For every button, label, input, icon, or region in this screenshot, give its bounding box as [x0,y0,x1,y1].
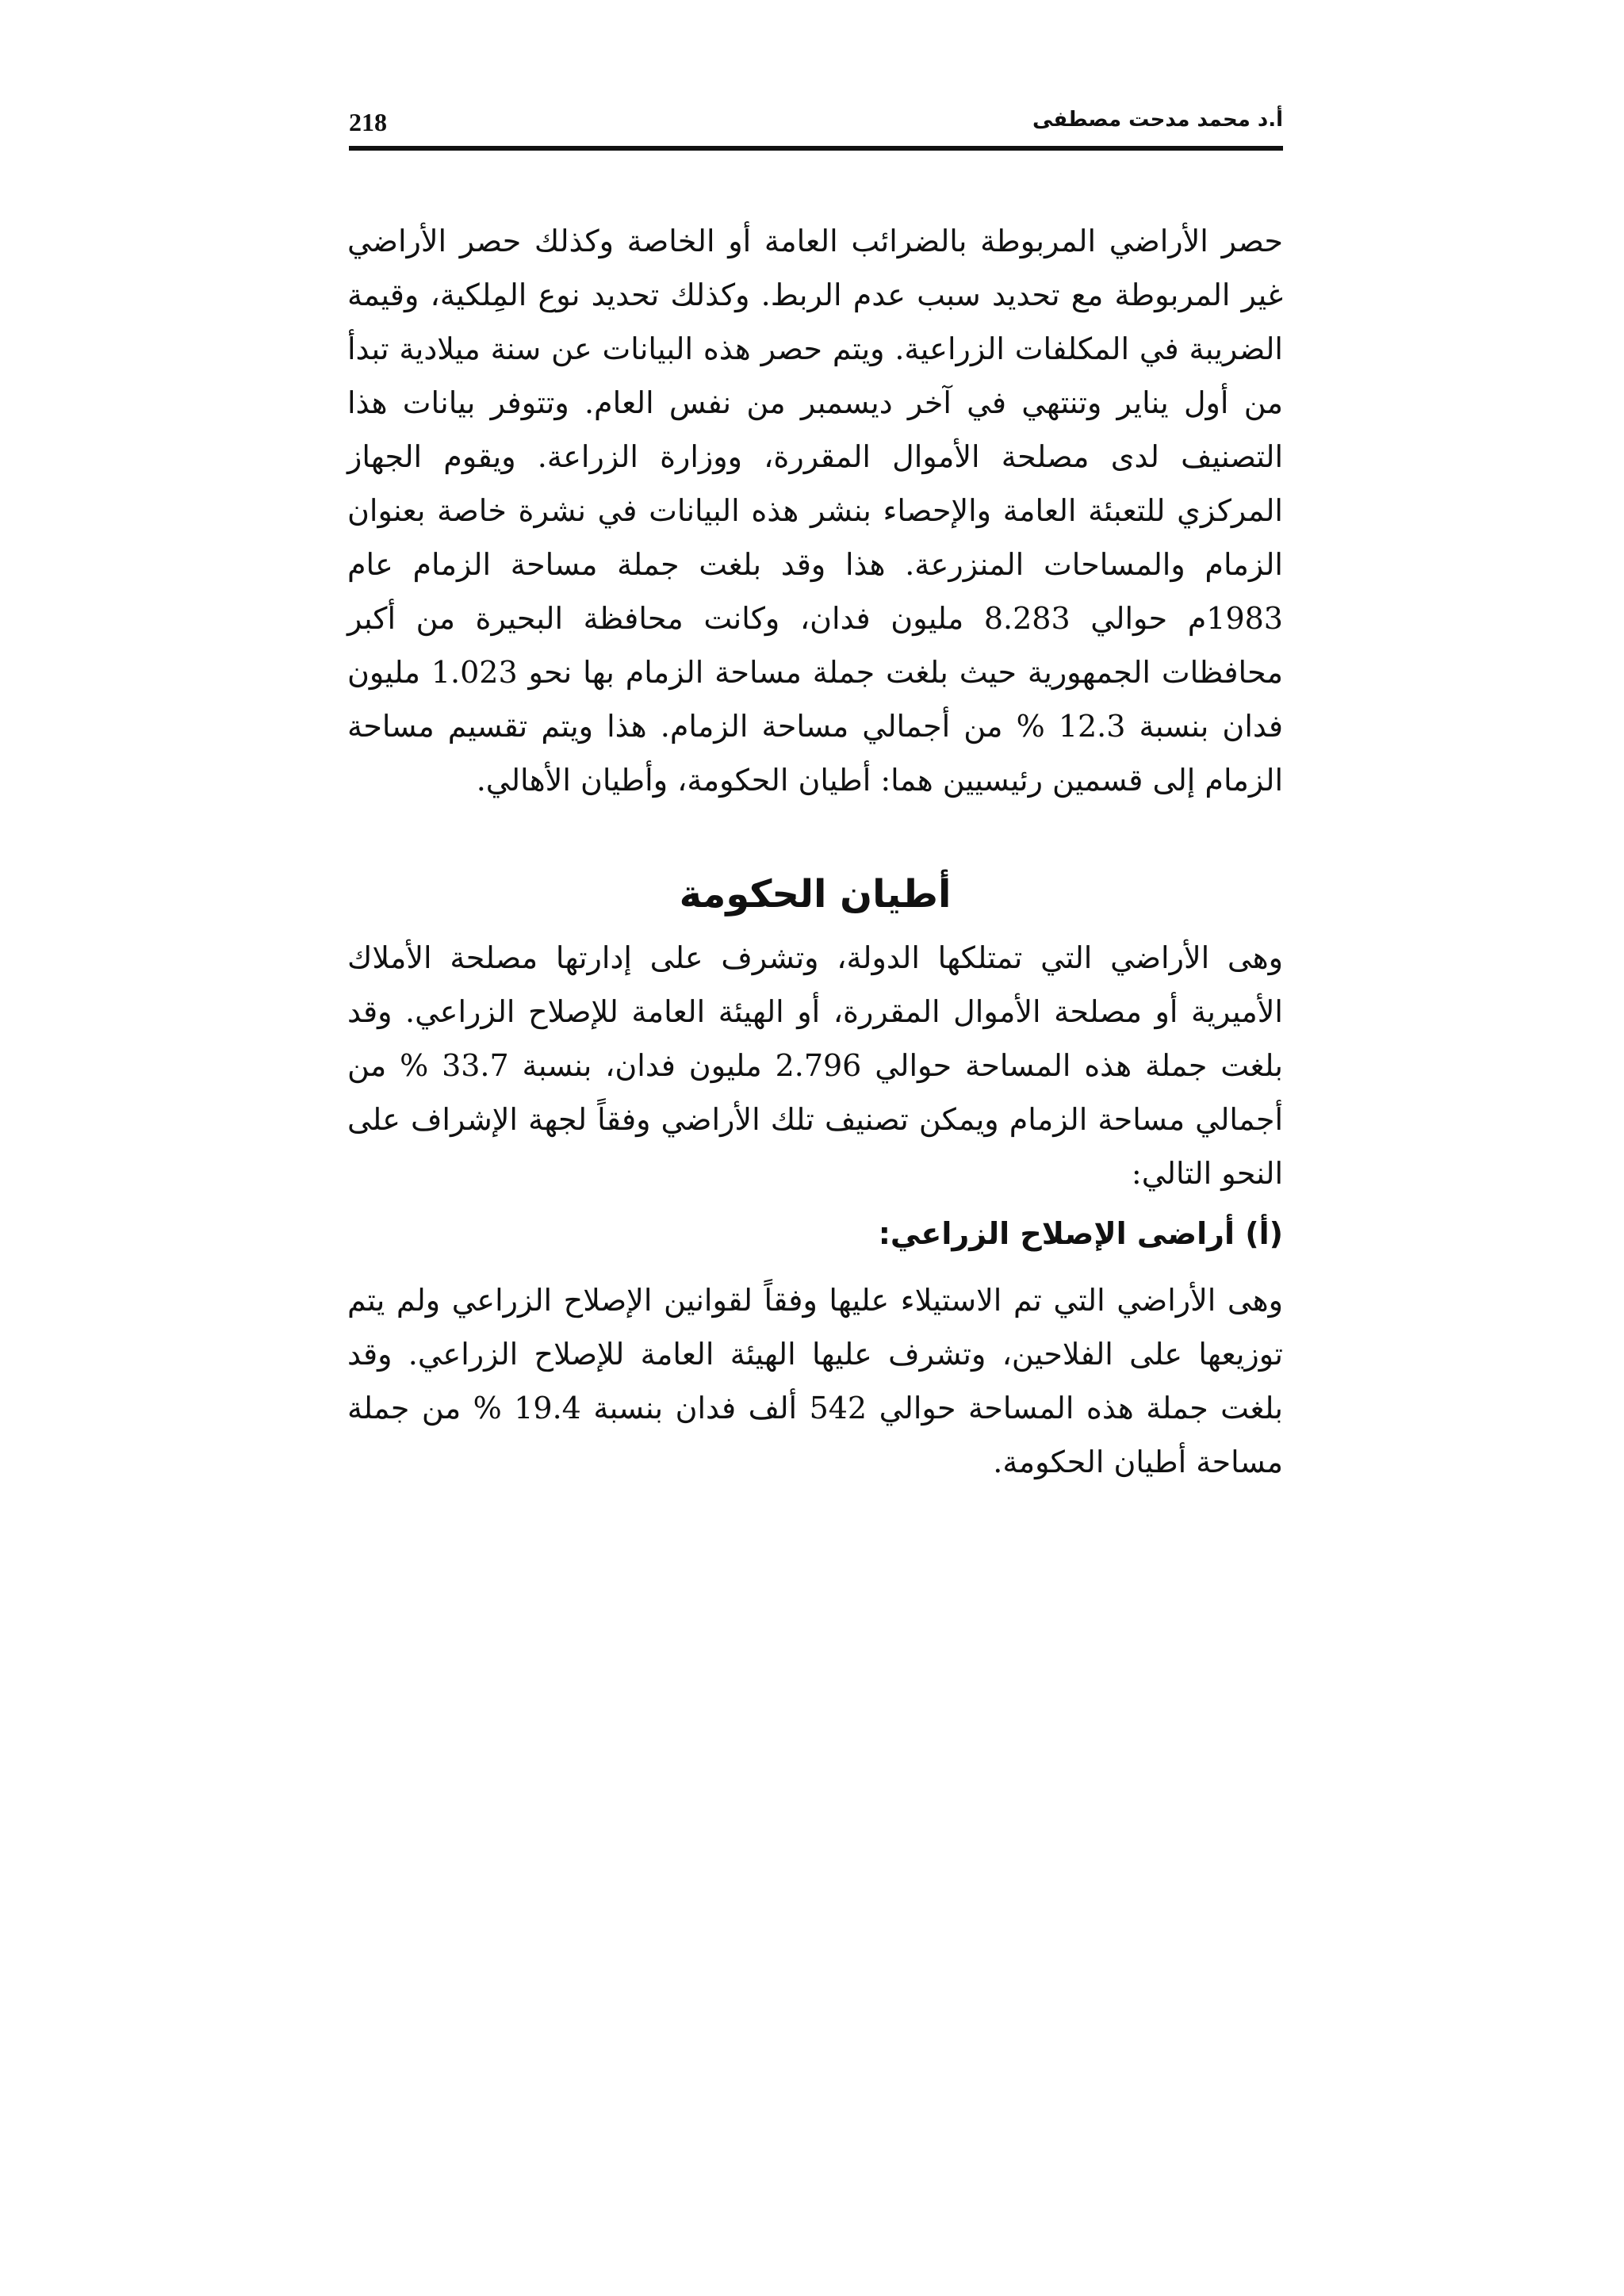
header-rule [349,146,1283,151]
running-header [349,101,1283,149]
section-paragraph: وهى الأراضي التي تمتلكها الدولة، وتشرف على إدارتها مصلحة الأملاك الأميرية أو مصلحة الأموال المقررة، أو الهيئة العامة للإصلاح الزراعي. وقد بلغت جملة هذه المساحة حوالي 2.796 مليون فدان، بنسبة 33.7 % من أجمالي مساحة الزمام ويمكن تصنيف تلك الأراضي وفقاً لجهة الإشراف على النحو التالي: [347,940,1284,1191]
intro-paragraph: حصر الأراضي المربوطة بالضرائب العامة أو الخاصة وكذلك حصر الأراضي غير المربوطة مع تحديد سبب عدم الربط. وكذلك تحديد نوع المِلكية، وقيمة الضريبة في المكلفات الزراعية. ويتم حصر هذه البيانات عن سنة ميلادية تبدأ من أول يناير وتنتهي في آخر ديسمبر من نفس العام. وتتوفر بيانات هذا التصنيف لدى مصلحة الأموال المقررة، ووزارة الزراعة. ويقوم الجهاز المركزي للتعبئة العامة والإحصاء بنشر هذه البيانات في نشرة خاصة بعنوان الزمام والمساحات المنزرعة. هذا وقد بلغت جملة مساحة الزمام عام 1983م حوالي 8.283 مليون فدان، وكانت محافظة البحيرة من أكبر محافظات الجمهورية حيث بلغت جملة مساحة الزمام بها نحو 1.023 مليون فدان بنسبة 12.3 % من أجمالي مساحة الزمام. هذا ويتم تقسيم مساحة الزمام إلى قسمين رئيسيين هما: أطيان الحكومة، وأطيان الأهالي. [347,224,1283,798]
subsection-title: (أ) أراضى الإصلاح الزراعي: [878,1216,1283,1251]
section-title: أطيان الحكومة [679,872,952,916]
page-number: 218 [349,108,387,136]
author-name: أ.د محمد مدحت مصطفى [1032,108,1283,132]
page-content [347,214,1283,1489]
subsection-paragraph: وهى الأراضي التي تم الاستيلاء عليها وفقاً لقوانين الإصلاح الزراعي ولم يتم توزيعها على الفلاحين، وتشرف عليها الهيئة العامة للإصلاح الزراعي. وقد بلغت جملة هذه المساحة حوالي 542 ألف فدان بنسبة 19.4 % من جملة مساحة أطيان الحكومة. [347,1283,1283,1479]
